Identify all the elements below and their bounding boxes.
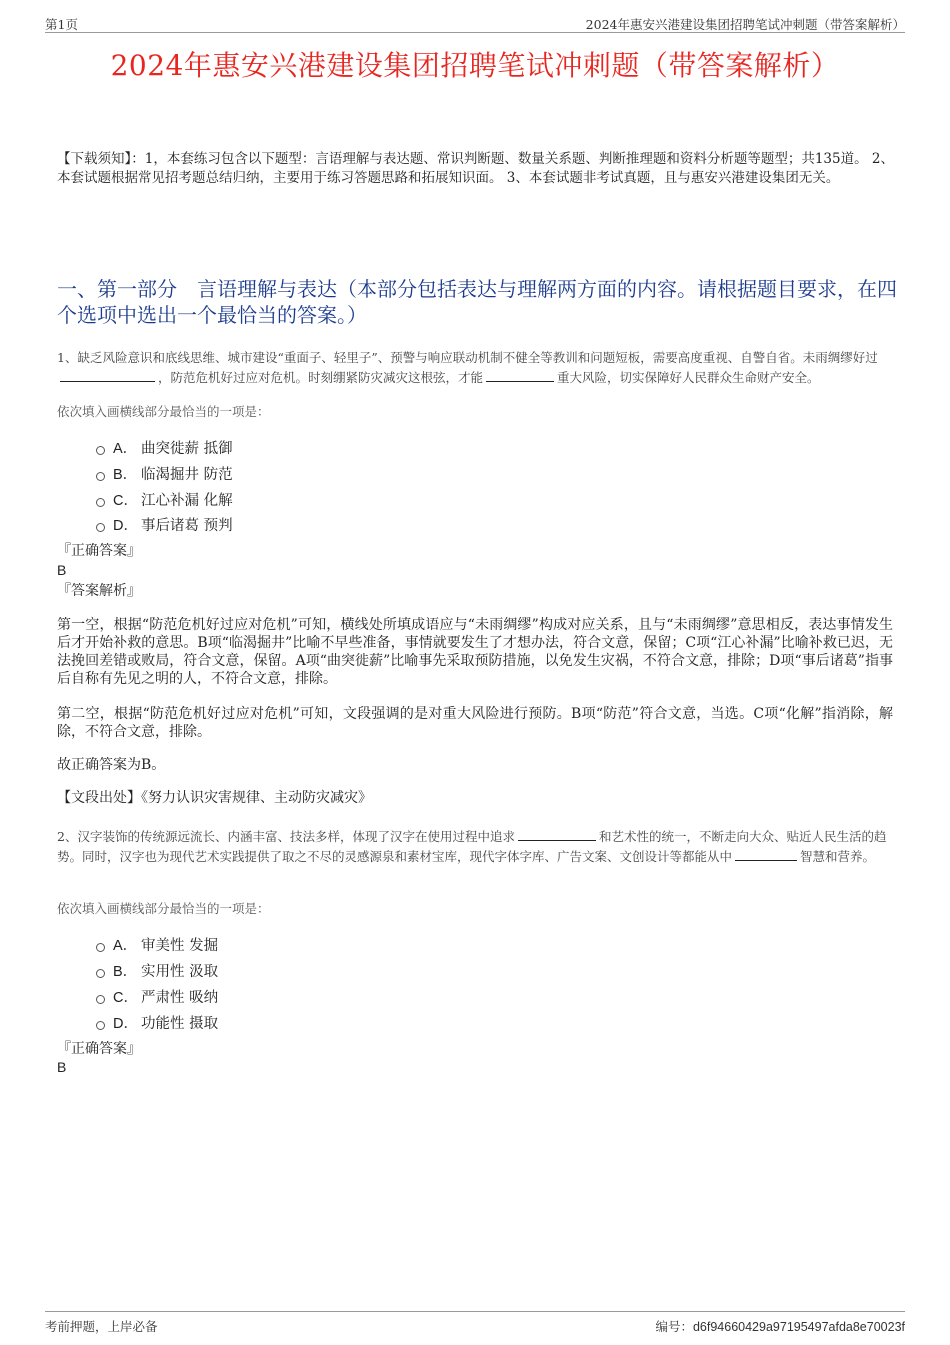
correct-answer: B <box>57 1059 67 1075</box>
question-1-option-b[interactable]: B． 临渴掘井 防范 <box>96 463 233 483</box>
document-title: 2024年惠安兴港建设集团招聘笔试冲刺题（带答案解析） <box>110 49 840 82</box>
question-2-option-d[interactable]: D． 功能性 摄取 <box>96 1012 218 1032</box>
radio-icon[interactable] <box>96 523 105 532</box>
blank-line <box>486 367 554 382</box>
question-1-text: 1、缺乏风险意识和底线思维、城市建设“重面子、轻里子”、预警与响应联动机制不健全等教训和问题短板，需要高度重视、自警自省。未雨绸缪好过，防范危机好过应对危机。时刻绷紧防灾减灾这根弦，才能 重大风险，切实保障好人民群众生命财产安全。 <box>57 350 878 385</box>
radio-icon[interactable] <box>96 1021 105 1030</box>
question-1-option-c[interactable]: C． 江心补漏 化解 <box>96 489 233 509</box>
analysis-conclusion: 故正确答案为B。 <box>57 757 166 773</box>
question-1-prompt: 依次填入画横线部分最恰当的一项是： <box>57 404 270 419</box>
analysis-heading: 『答案解析』 <box>57 583 141 599</box>
analysis-paragraph-1: 第一空，根据“防范危机好过应对危机”可知，横线处所填成语应与“未雨绸缪”构成对应关系，且与“未雨绸缪”意思相反，表达事情发生后才开始补救的意思。B项“临渴掘井”比喻不早些准备，事情就要发生了才想办法，符合文意，保留；C项“江心补漏”比喻补救已迟，无法挽回差错或败局，符合文意，保留。A项“曲突徙薪”比喻事先采取预防措施，以免发生灾祸，不符合文意，排除；D项“事后诸葛”指事后自称有先见之明的人，不符合文意，排除。 <box>57 617 893 687</box>
answer-heading: 『正确答案』 <box>57 543 141 559</box>
radio-icon[interactable] <box>96 498 105 507</box>
analysis-paragraph-2: 第二空，根据“防范危机好过应对危机”可知，文段强调的是对重大风险进行预防。B项“防范”符合文意，当选。C项“化解”指消除，解除，不符合文意，排除。 <box>57 706 893 740</box>
source-citation: 【文段出处】《努力认识灾害规律、主动防灾减灾》 <box>57 790 372 806</box>
question-1-option-d[interactable]: D． 事后诸葛 预判 <box>96 514 233 534</box>
header-doc-title: 2024年惠安兴港建设集团招聘笔试冲刺题（带答案解析） <box>585 17 905 32</box>
section-heading: 一、第一部分 言语理解与表达（本部分包括表达与理解两方面的内容。请根据题目要求，在四个选项中选出一个最恰当的答案。） <box>57 277 897 327</box>
blank-line <box>518 826 596 841</box>
radio-icon[interactable] <box>96 995 105 1004</box>
download-notice: 【下载须知】：1，本套练习包含以下题型：言语理解与表达题、常识判断题、数量关系题、判断推理题和资料分析题等题型；共135道。 2、本套试题根据常见招考题总结归纳，主要用于练习答题思路和拓展知识面。 3、本套试题非考试真题，且与惠安兴港建设集团无关。 <box>57 151 894 186</box>
document-code: 编号：d6f94660429a97195497afda8e70023f <box>655 1319 905 1334</box>
answer-heading: 『正确答案』 <box>57 1041 141 1057</box>
question-1-option-a[interactable]: A． 曲突徙薪 抵御 <box>96 437 233 457</box>
blank-line <box>60 367 155 382</box>
footer-slogan: 考前押题，上岸必备 <box>45 1319 158 1334</box>
correct-answer: B <box>57 562 67 578</box>
question-2-option-c[interactable]: C． 严肃性 吸纳 <box>96 986 218 1006</box>
radio-icon[interactable] <box>96 943 105 952</box>
radio-icon[interactable] <box>96 472 105 481</box>
radio-icon[interactable] <box>96 446 105 455</box>
blank-line <box>735 846 797 861</box>
page-number: 第1页 <box>45 17 78 32</box>
radio-icon[interactable] <box>96 969 105 978</box>
question-2-option-b[interactable]: B． 实用性 汲取 <box>96 960 218 980</box>
question-2-prompt: 依次填入画横线部分最恰当的一项是： <box>57 901 270 916</box>
question-2-option-a[interactable]: A． 审美性 发掘 <box>96 934 218 954</box>
page-footer <box>45 1311 905 1336</box>
page-header <box>45 12 905 33</box>
question-2-text: 2、汉字装饰的传统源远流长、内涵丰富、技法多样，体现了汉字在使用过程中追求 和艺术性的统一，不断走向大众、贴近人民生活的趋势。同时，汉字也为现代艺术实践提供了取之不尽的灵感源泉和素材宝库，现代字体字库、广告文案、文创设计等都能从中 智慧和营养。 <box>57 826 899 866</box>
